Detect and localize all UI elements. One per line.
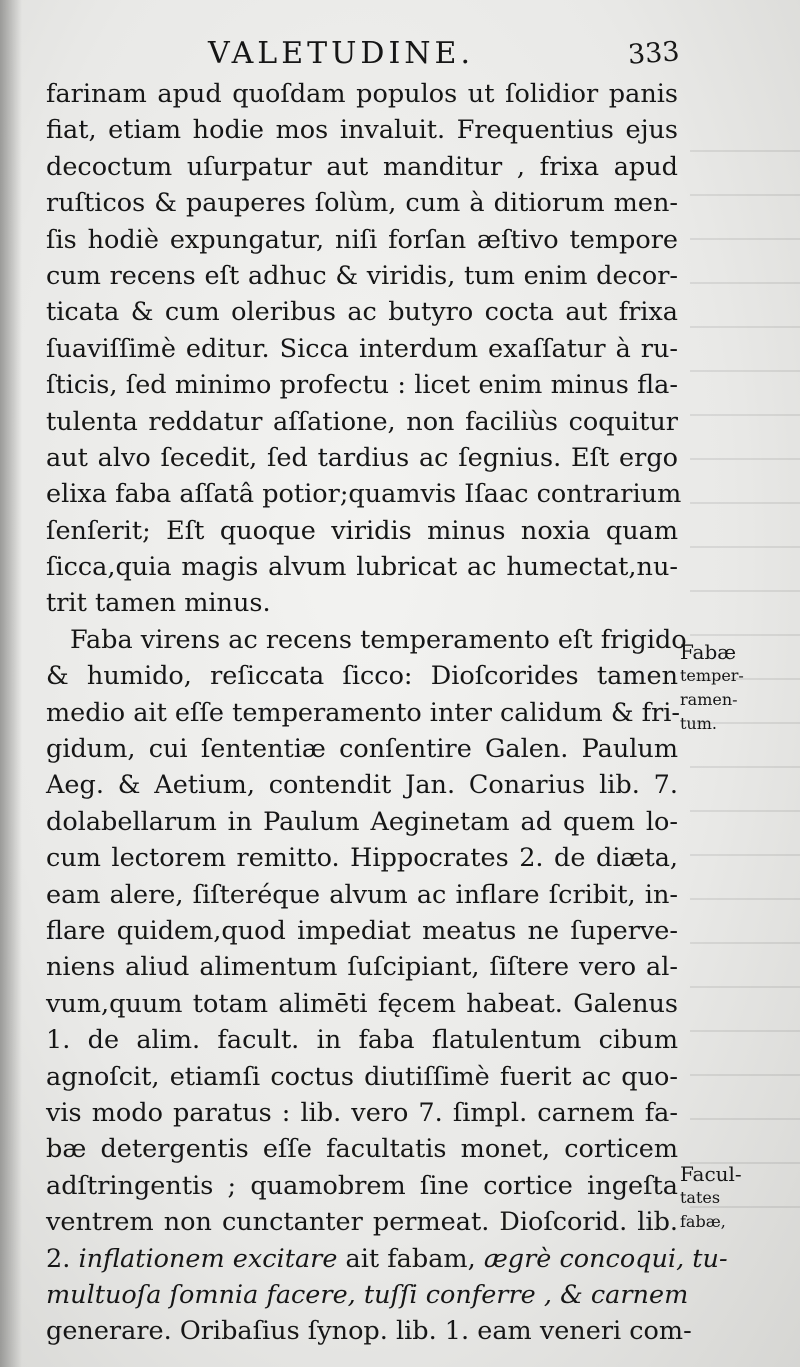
roman-run: ait fabam, — [337, 1243, 484, 1274]
margin-line: temper- — [680, 666, 744, 685]
text-line: cum lectorem remitto. Hippocrates 2. de diæta, — [46, 843, 678, 874]
text-line: cum recens eſt adhuc & viridis, tum enim decor- — [46, 260, 678, 291]
text-line: agnoſcit, etiamſi coctus diutiſſimè fuerit ac quo- — [46, 1061, 678, 1092]
page-number: 333 — [626, 36, 681, 71]
margin-line: ramen- — [680, 690, 738, 709]
text-line: vum,quum totam alimēti fęcem habeat. Galenus — [46, 988, 678, 1019]
roman-run: 2. — [46, 1243, 79, 1274]
margin-note-fabae-temperamentum — [680, 640, 790, 736]
text-line: ſis hodiè expungatur, niſi forſan æſtivo tempore — [46, 224, 678, 255]
running-title: VALETUDINE. — [208, 36, 474, 71]
text-line: niens aliud alimentum ſuſcipiant, ſiſtere vero al- — [46, 952, 678, 983]
text-line: ſticis, ſed minimo profectu : licet enim minus fla- — [46, 370, 678, 401]
text-line: ruſticos & pauperes ſolùm, cum à ditiorum men- — [46, 188, 678, 219]
text-line: trit tamen minus. — [46, 588, 271, 619]
margin-note-facultates-fabae — [680, 1162, 790, 1234]
margin-line: tates — [680, 1188, 721, 1207]
gutter-shadow — [0, 0, 22, 1367]
text-line: farinam apud quoſdam populos ut ſolidior panis — [46, 79, 678, 109]
paragraph-1 — [46, 76, 682, 622]
text-line: dolabellarum in Paulum Aeginetam ad quem lo- — [46, 806, 678, 837]
text-line: gidum, cui ſententiæ conſentire Galen. Paulum — [46, 734, 678, 765]
margin-line: Fabæ — [680, 640, 737, 664]
margin-line: Facul- — [680, 1162, 742, 1186]
text-line-italic: multuoſa ſomnia facere, tuſſi conferre , & carnem — [46, 1279, 689, 1310]
text-line: ſuaviſſimè editur. Sicca interdum exaſſatur à ru- — [46, 333, 678, 364]
text-line: generare. Oribaſius ſynop. lib. 1. eam veneri com- — [46, 1316, 692, 1347]
text-line: adſtringentis ; quamobrem ſine cortice ingeſta — [46, 1170, 678, 1201]
text-line: ticata & cum oleribus ac butyro cocta aut frixa — [46, 297, 678, 328]
text-line: ſenſerit; Eſt quoque viridis minus noxia quam — [46, 515, 678, 546]
margin-line: fabæ, — [680, 1212, 726, 1231]
italic-run: ægrè concoqui, tu- — [483, 1243, 728, 1274]
text-line: flare quidem,quod impediat meatus ne ſuperve- — [46, 915, 678, 946]
text-line: vis modo paratus : lib. vero 7. ſimpl. carnem fa- — [46, 1097, 678, 1128]
text-line: ſicca,quia magis alvum lubricat ac humectat,nu- — [46, 552, 678, 583]
text-line: fiat, etiam hodie mos invaluit. Frequentius ejus — [46, 115, 678, 146]
italic-run: inflationem excitare — [78, 1243, 338, 1274]
text-line: Aeg. & Aetium, contendit Jan. Conarius lib. 7. — [46, 770, 678, 801]
text-line: Faba virens ac recens temperamento eſt frigido — [70, 624, 687, 655]
text-line: elixa faba aſſatâ potior;quamvis Iſaac contrarium — [46, 479, 682, 510]
text-line-italic-mixed — [46, 1241, 728, 1277]
margin-line: tum. — [680, 714, 717, 733]
text-line: medio ait eſſe temperamento inter calidum & fri- — [46, 697, 681, 728]
text-line: & humido, reſiccata ſicco: Dioſcorides tamen — [46, 661, 678, 692]
text-line: 1. de alim. facult. in faba flatulentum cibum — [46, 1025, 678, 1056]
text-line: ventrem non cunctanter permeat. Dioſcorid. lib. — [46, 1207, 678, 1238]
text-line: decoctum uſurpatur aut manditur , frixa apud — [46, 151, 678, 182]
text-line: eam alere, ſiſteréque alvum ac inflare ſcribit, in- — [46, 879, 678, 910]
text-line: tulenta reddatur aſſatione, non faciliùs coquitur — [46, 406, 678, 437]
text-line: aut alvo ſecedit, ſed tardius ac ſegnius. Eſt ergo — [46, 442, 678, 473]
text-line: bæ detergentis eſſe facultatis monet, corticem — [46, 1134, 678, 1165]
